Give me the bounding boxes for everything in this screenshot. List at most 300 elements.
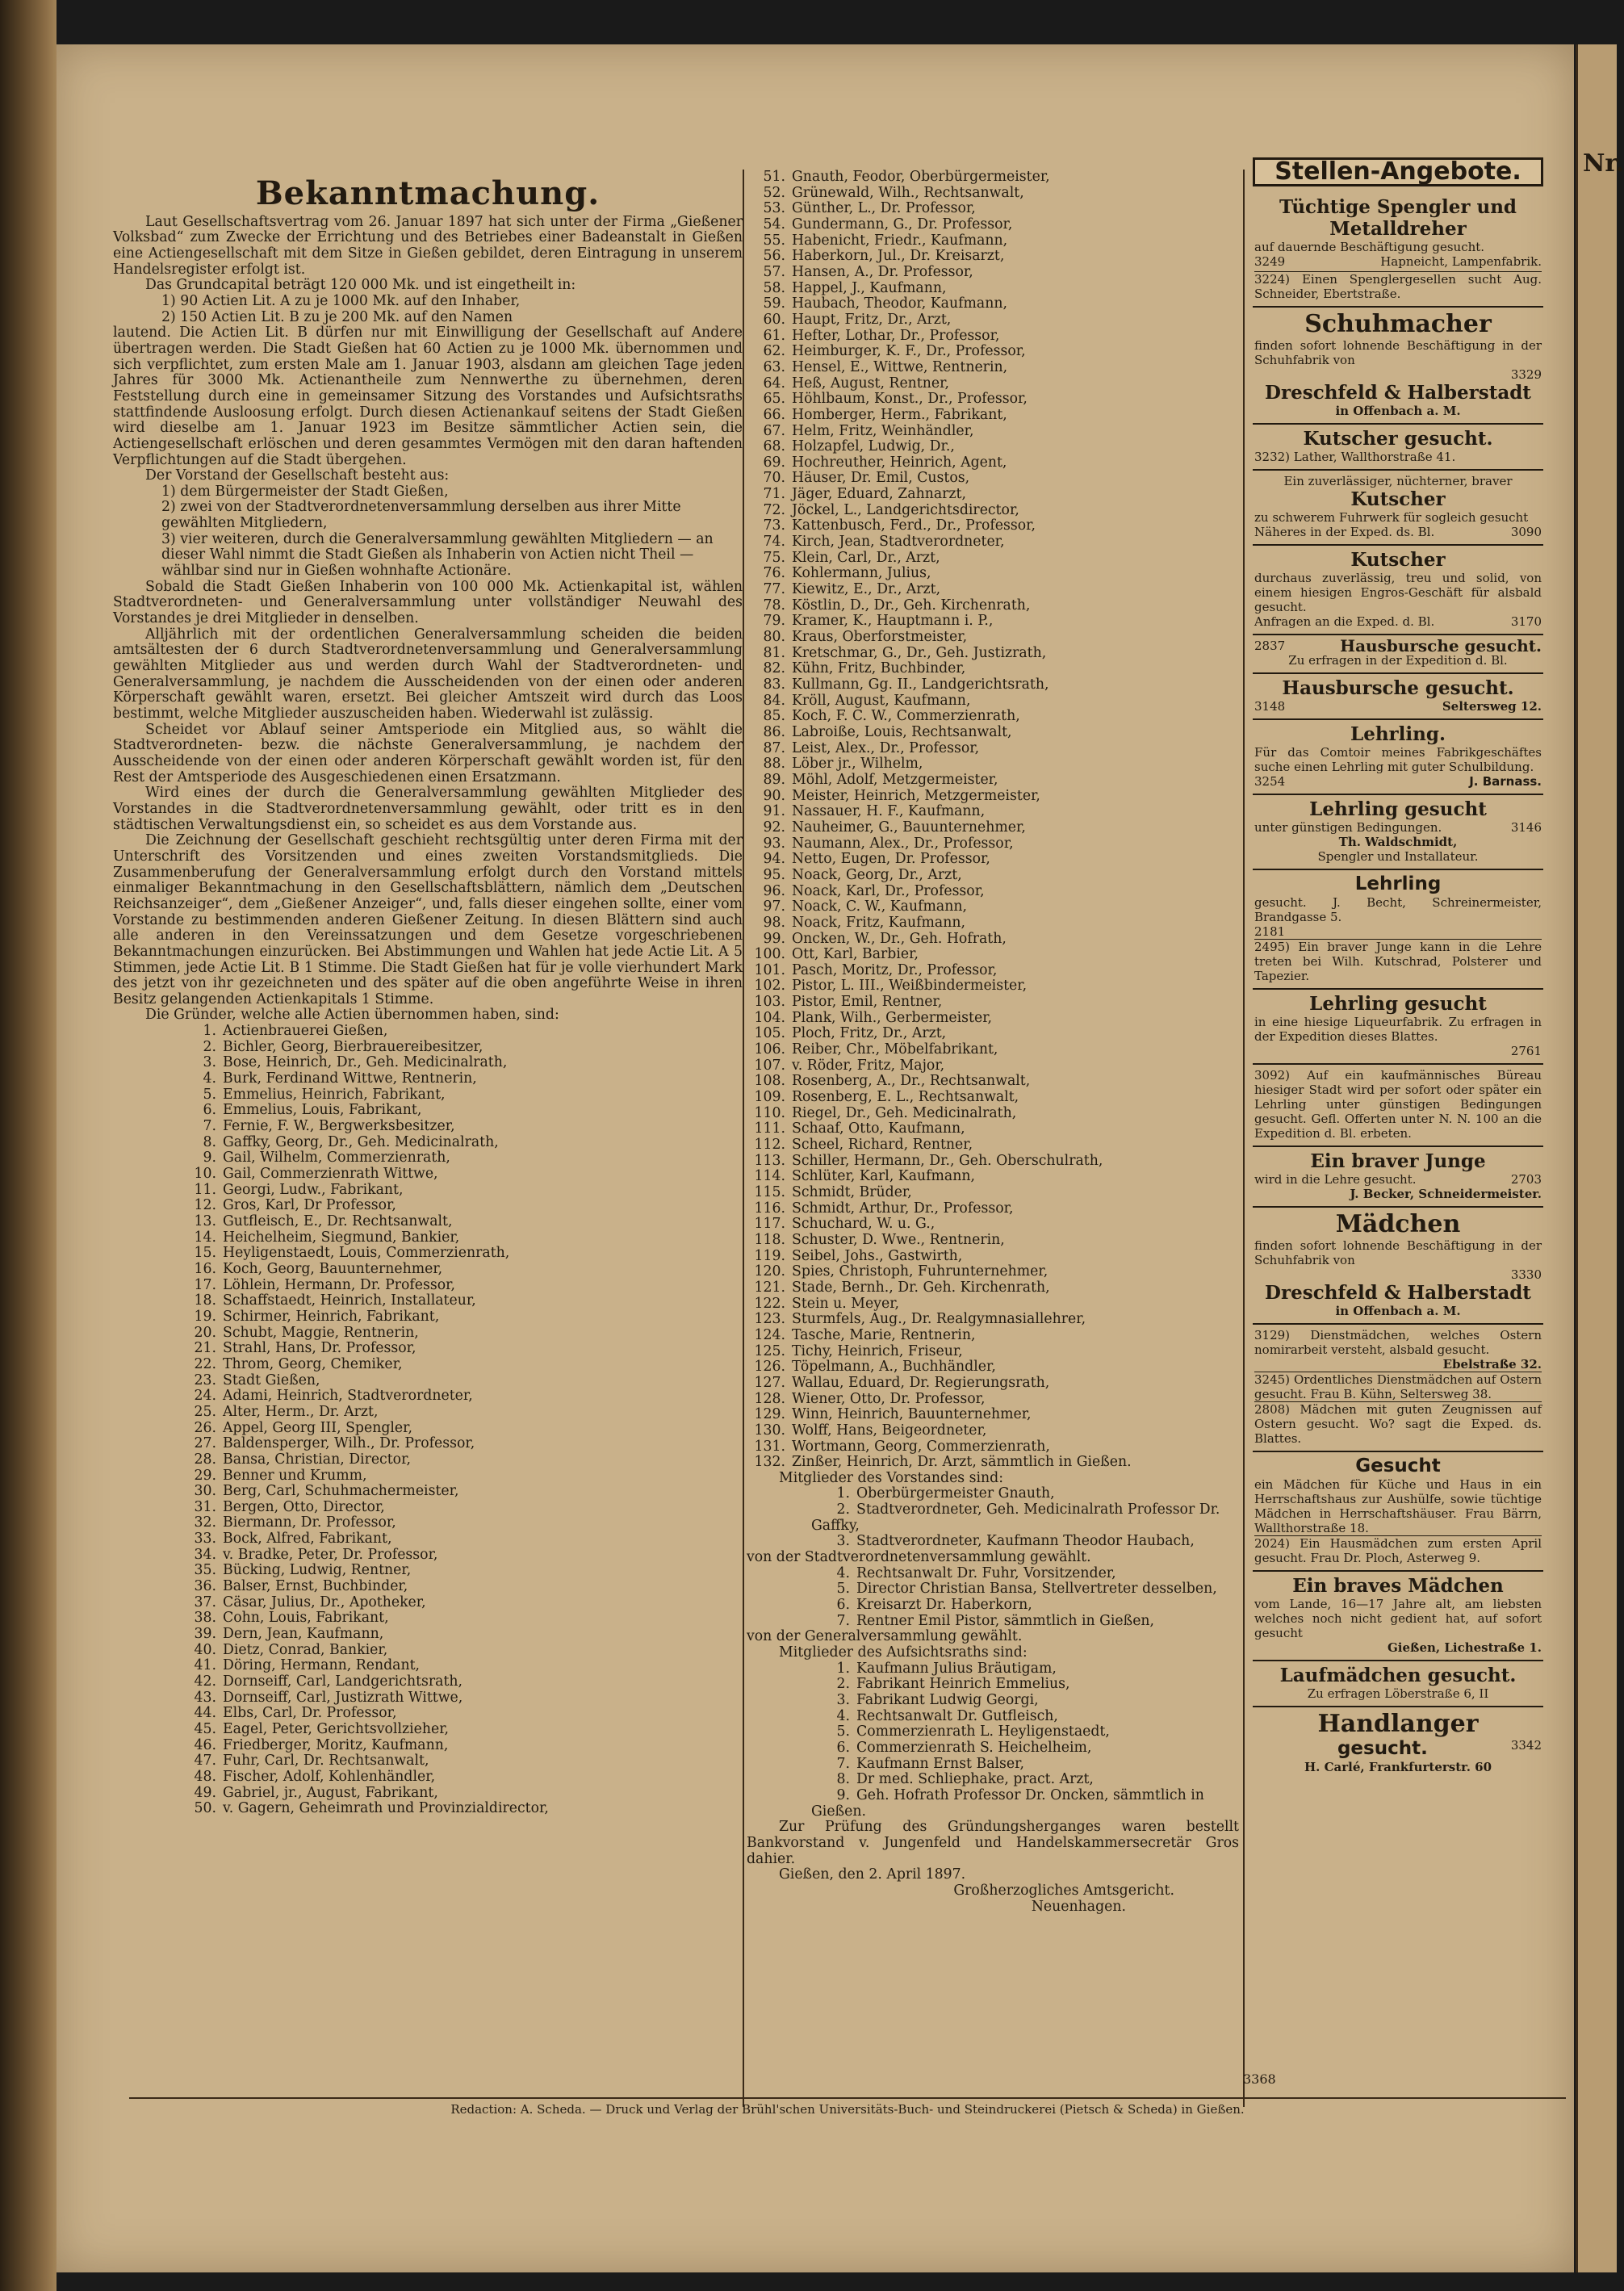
list-item-text: Kaufmann Ernst Balser, <box>856 1755 1024 1772</box>
list-item-number: 64. <box>763 375 785 392</box>
list-item-number: 93. <box>763 835 785 852</box>
list-item-number: 57. <box>763 263 785 280</box>
list-item <box>747 296 1239 312</box>
list-item-number: 9. <box>203 1150 216 1166</box>
list-item <box>113 1595 743 1611</box>
list-item-text: Noack, Fritz, Kaufmann, <box>792 914 965 931</box>
list-item-text: Benner und Krumm, <box>223 1467 367 1484</box>
ad-code: 3146 <box>1510 820 1542 835</box>
ad-code: 3254 <box>1254 774 1286 789</box>
list-item <box>747 408 1239 424</box>
list-item-text: Stadtverordneter, Geh. Medicinalrath Professor Dr. Gaffky, <box>811 1502 1220 1534</box>
list-item-text: Höhlbaum, Konst., Dr., Professor, <box>792 391 1028 408</box>
list-item-text: Koch, Georg, Bauunternehmer, <box>223 1260 443 1277</box>
announcement-code: 3368 <box>1243 2071 1276 2087</box>
list-item-text: Bücking, Ludwig, Rentner, <box>223 1562 412 1579</box>
list-item-text: Kühn, Fritz, Buchbinder, <box>792 660 966 677</box>
list-item <box>113 1770 743 1786</box>
list-item-number: 10. <box>194 1166 216 1183</box>
ad-title: Kutscher <box>1350 488 1446 510</box>
list-item-text: Kattenbusch, Ferd., Dr., Professor, <box>792 517 1036 534</box>
list-item-text: Biermann, Dr. Professor, <box>223 1514 396 1531</box>
list-item <box>747 915 1239 932</box>
list-item-number: 9. <box>836 1786 850 1803</box>
ad-text: 2495) Ein braver Junge kann in die Lehre treten bei Wilh. Kutschrad, Polsterer und Tapezier. <box>1254 940 1542 983</box>
list-item <box>747 360 1239 376</box>
list-item-number: 4. <box>836 1707 850 1724</box>
list-item-text: Schiller, Hermann, Dr., Geh. Oberschulrath, <box>792 1152 1103 1169</box>
list-item-number: 44. <box>194 1705 216 1722</box>
announcement-column-2 <box>747 170 1239 1915</box>
list-item-number: 4. <box>203 1070 216 1087</box>
list-item-text: Friedberger, Moritz, Kaufmann, <box>223 1736 449 1753</box>
list-item <box>113 1738 743 1754</box>
list-item <box>113 1643 743 1659</box>
ad-place: in Offenbach a. M. <box>1335 1304 1461 1318</box>
list-item-text: Fernie, F. W., Bergwerksbesitzer, <box>223 1118 455 1135</box>
ad-place: in Offenbach a. M. <box>1335 404 1461 418</box>
list-item-text: Zinßer, Heinrich, Dr. Arzt, sämmtlich in Gießen. <box>792 1454 1132 1471</box>
list-item <box>747 471 1239 487</box>
list-item <box>113 1531 743 1548</box>
list-item <box>747 233 1239 249</box>
list-item <box>747 1296 1239 1313</box>
list-item-number: 65. <box>763 391 785 408</box>
list-item-number: 91. <box>763 803 785 820</box>
list-item-text: Hensel, E., Wittwe, Rentnerin, <box>792 358 1008 375</box>
list-item-text: Oberbürgermeister Gnauth, <box>856 1485 1055 1502</box>
list-item-number: 72. <box>763 501 785 518</box>
list-item-text: Emmelius, Louis, Fabrikant, <box>223 1102 422 1119</box>
announcement-title: Bekanntmachung. <box>255 174 601 212</box>
list-item-text: Leist, Alex., Dr., Professor, <box>792 739 980 756</box>
list-item-text: Pasch, Moritz, Dr., Professor, <box>792 961 998 978</box>
list-item-text: Schaaf, Otto, Kaufmann, <box>792 1120 965 1137</box>
ad-text: unter günstigen Bedingungen. <box>1254 820 1442 835</box>
list-item-number: 15. <box>194 1245 216 1262</box>
ad-lehrling-2 <box>1253 795 1543 870</box>
list-item-text: Schaffstaedt, Heinrich, Installateur, <box>223 1292 476 1309</box>
list-item <box>113 1674 743 1690</box>
list-item-number: 19. <box>194 1308 216 1325</box>
ad-title: Ein braves Mädchen <box>1292 1575 1504 1597</box>
list-item <box>113 1183 743 1199</box>
list-item <box>113 1388 743 1405</box>
list-item-number: 116. <box>754 1200 785 1217</box>
list-item <box>113 1690 743 1707</box>
ad-firm: Th. Waldschmidt, <box>1338 835 1458 849</box>
list-item <box>113 1230 743 1246</box>
list-item <box>747 836 1239 852</box>
list-item <box>747 1376 1239 1392</box>
ad-title: Hausbursche gesucht. <box>1340 636 1542 655</box>
ad-kutscher-2 <box>1253 471 1543 546</box>
list-item-text: Dr med. Schliephake, pract. Arzt, <box>856 1771 1094 1788</box>
list-item-number: 109. <box>754 1089 785 1106</box>
list-item-number: 7. <box>836 1755 850 1772</box>
list-item <box>747 1042 1239 1058</box>
list-item-number: 11. <box>194 1181 216 1198</box>
list-item-text: Georgi, Ludw., Fabrikant, <box>223 1181 404 1198</box>
list-item <box>113 1436 743 1452</box>
list-item-text: Gabriel, jr., August, Fabrikant, <box>223 1784 438 1801</box>
list-item-text: Rosenberg, E. L., Rechtsanwalt, <box>792 1089 1019 1106</box>
list-item-number: 96. <box>763 882 785 899</box>
ad-code: 2181 <box>1254 924 1286 939</box>
ad-handlanger <box>1253 1707 1543 1779</box>
paragraph: 1) 90 Actien Lit. A zu je 1000 Mk. auf den Inhaber, <box>161 292 521 309</box>
list-item <box>747 265 1239 281</box>
board-note: von der Stadtverordnetenversammlung gewählt. <box>747 1549 1091 1566</box>
board-list <box>747 1566 1239 1630</box>
list-item-text: Habenicht, Friedr., Kaufmann, <box>792 232 1008 249</box>
ad-maedchen-schuhfabrik <box>1253 1208 1543 1325</box>
list-item <box>113 1040 743 1056</box>
paragraph: 2) zwei von der Stadtverordnetenversammlung derselben aus ihrer Mitte gewählten Mitgliedern, <box>161 499 681 532</box>
list-item <box>113 1421 743 1437</box>
list-item <box>747 852 1239 868</box>
list-item-number: 95. <box>763 866 785 883</box>
list-item-number: 74. <box>763 534 785 551</box>
list-item-number: 81. <box>763 644 785 661</box>
list-item-text: Director Christian Bansa, Stellvertreter desselben, <box>856 1581 1217 1598</box>
list-item-text: Stade, Bernh., Dr. Geh. Kirchenrath, <box>792 1279 1050 1296</box>
ad-lehrling-4 <box>1253 990 1543 1065</box>
list-item-number: 102. <box>754 978 785 995</box>
list-item-number: 1. <box>836 1485 850 1502</box>
list-item <box>747 868 1239 884</box>
list-item <box>747 709 1239 725</box>
list-item <box>113 1166 743 1183</box>
ad-code: 3342 <box>1510 1738 1542 1753</box>
list-item <box>747 201 1239 217</box>
list-item <box>747 661 1239 677</box>
ad-firm: H. Carlé, Frankfurterstr. 60 <box>1304 1760 1492 1774</box>
list-item-text: Bose, Heinrich, Dr., Geh. Medicinalrath, <box>223 1054 508 1071</box>
list-item <box>747 1137 1239 1154</box>
list-item-text: Cohn, Louis, Fabrikant, <box>223 1610 389 1627</box>
list-item-text: Pistor, L. III., Weißbindermeister, <box>792 978 1028 995</box>
paragraph: Das Grundcapital beträgt 120 000 Mk. und ist eingetheilt in: <box>145 277 576 294</box>
list-item-text: Meister, Heinrich, Metzgermeister, <box>792 787 1040 804</box>
list-item-number: 37. <box>194 1594 216 1610</box>
list-item <box>747 1169 1239 1185</box>
list-item <box>747 1534 1239 1550</box>
list-item <box>747 249 1239 265</box>
paragraph: Die Gründer, welche alle Actien übernommen haben, sind: <box>145 1007 559 1024</box>
ad-text: in eine hiesige Liqueurfabrik. Zu erfragen in der Expedition dieses Blattes. <box>1254 1015 1542 1044</box>
list-item-number: 59. <box>763 295 785 312</box>
paragraph: Sobald die Stadt Gießen Inhaberin von 100 000 Mk. Actienkapital ist, wählen Stadtverordneten- und Generalversammlung unter vollständiger Neuwahl des Vorstandes je drei Mitglieder in denselben. <box>113 578 743 627</box>
job-ads-column <box>1253 157 1543 1779</box>
list-item <box>747 1280 1239 1296</box>
list-item-number: 118. <box>754 1231 785 1248</box>
list-item <box>113 1293 743 1309</box>
paragraph: Die Zeichnung der Gesellschaft geschieht rechtsgültig unter deren Firma mit der Unterschrift des Vorsitzenden und eines zweiten Vorstandsmitglieds. Die Zusammenberufung der Generalversammlung erfolgt durch den Vorstand mittels einmaliger Bekanntmachung in den Gesellschaftsblättern, nämlich dem „Deutschen Reichsanzeiger“, dem „Gießener Anzeiger“, und, falls dieser eingehen sollte, einer vom Vorstande zu bestimmenden anderen Gießener Zeitung. In diesen Blättern sind auch alle anderen in den Vereinssatzungen und dem Gesetze vorgeschriebenen Bekanntmachungen einzurücken. Bei Abstimmungen und Wahlen hat jede Actie Lit. A 5 Stimmen, jede Actie Lit. B 1 Stimme. Die Stadt Gießen hat für je volle vierhundert Mark des jetzt von ihr gezeichneten und des später auf die oben angeführte Weise in ihren Besitz gelangenden Actienkapitals 1 Stimme. <box>113 832 743 1007</box>
signature: Neuenhagen. <box>1031 1898 1126 1915</box>
list-item-number: 107. <box>754 1057 785 1074</box>
list-item-number: 55. <box>763 232 785 249</box>
list-item <box>747 963 1239 979</box>
list-item-number: 124. <box>754 1326 785 1343</box>
list-item <box>747 899 1239 915</box>
list-item-text: Rechtsanwalt Dr. Gutfleisch, <box>856 1707 1058 1724</box>
list-item-text: Haberkorn, Jul., Dr. Kreisarzt, <box>792 248 1005 265</box>
list-item-number: 78. <box>763 597 785 614</box>
list-item <box>747 995 1239 1011</box>
list-item-text: Noack, Karl, Dr., Professor, <box>792 882 985 899</box>
list-item-text: Gail, Commerzienrath Wittwe, <box>223 1166 438 1183</box>
list-item-text: Fischer, Adolf, Kohlenhändler, <box>223 1768 436 1785</box>
list-item <box>747 566 1239 582</box>
list-item <box>113 1484 743 1500</box>
ad-hausbursche-2 <box>1253 674 1543 720</box>
list-item <box>747 756 1239 773</box>
list-item-number: 48. <box>194 1768 216 1785</box>
list-item-text: Plank, Wilh., Gerbermeister, <box>792 1009 993 1026</box>
list-item-text: Commerzienrath S. Heichelheim, <box>856 1739 1092 1756</box>
list-item-number: 85. <box>763 708 785 725</box>
list-item-number: 2. <box>836 1676 850 1693</box>
list-item <box>113 1246 743 1262</box>
list-item-text: Hochreuther, Heinrich, Agent, <box>792 454 1007 471</box>
list-item-number: 131. <box>754 1438 785 1455</box>
list-item <box>747 1026 1239 1042</box>
ad-lehrling-1 <box>1253 720 1543 795</box>
ad-address: Seltersweg 12. <box>1442 699 1542 714</box>
list-item-number: 88. <box>763 756 785 773</box>
list-item-number: 18. <box>194 1292 216 1309</box>
authority: Großherzogliches Amtsgericht. <box>953 1882 1174 1899</box>
list-item-number: 49. <box>194 1784 216 1801</box>
list-item-number: 30. <box>194 1483 216 1500</box>
list-item-number: 46. <box>194 1736 216 1753</box>
list-item-number: 121. <box>754 1279 785 1296</box>
list-item-text: Stadtverordneter, Kaufmann Theodor Haubach, <box>856 1533 1195 1550</box>
list-item-text: Kreisarzt Dr. Haberkorn, <box>856 1597 1032 1614</box>
ad-title: Kutscher <box>1350 549 1446 571</box>
list-item <box>747 1328 1239 1344</box>
list-item-number: 113. <box>754 1152 785 1169</box>
list-item-text: v. Bradke, Peter, Dr. Professor, <box>223 1546 438 1563</box>
ad-code: 3329 <box>1510 367 1542 382</box>
list-item-number: 127. <box>754 1374 785 1391</box>
list-item-number: 28. <box>194 1451 216 1468</box>
list-item-number: 120. <box>754 1263 785 1280</box>
list-item-text: Bichler, Georg, Bierbrauereibesitzer, <box>223 1038 483 1055</box>
list-item <box>747 789 1239 805</box>
list-item-text: Fabrikant Ludwig Georgi, <box>856 1692 1039 1708</box>
list-item-text: Möhl, Adolf, Metzgermeister, <box>792 771 998 788</box>
list-item-text: Stadt Gießen, <box>223 1372 320 1388</box>
list-item-number: 50. <box>194 1800 216 1817</box>
list-item-number: 112. <box>754 1137 785 1154</box>
ad-text: auf dauernde Beschäftigung gesucht. <box>1254 240 1485 254</box>
list-item-text: Bock, Alfred, Fabrikant, <box>223 1531 392 1548</box>
list-item-text: Eagel, Peter, Gerichtsvollzieher, <box>223 1721 450 1737</box>
list-item-number: 5. <box>836 1723 850 1740</box>
list-item <box>747 455 1239 471</box>
paragraph: Scheidet vor Ablauf seiner Amtsperiode ein Mitglied aus, so wählt die Stadtverordneten- bezw. die nächste Generalversammlung, je nachdem der Ausscheidende von der einen oder anderen Körperschaft gewählt worden ist, für den Rest der Amtsperiode des Ausgeschiedenen einen Ersatzmann. <box>113 721 743 785</box>
list-item-number: 61. <box>763 327 785 344</box>
board-list <box>747 1486 1239 1550</box>
list-item-text: Wortmann, Georg, Commerzienrath, <box>792 1438 1050 1455</box>
list-item <box>747 329 1239 345</box>
ad-text: zu schwerem Fuhrwerk für sogleich gesucht <box>1254 510 1529 525</box>
list-item-text: Töpelmann, A., Buchhändler, <box>792 1359 996 1376</box>
board-note: von der Generalversammlung gewählt. <box>747 1628 1023 1645</box>
list-item-text: Hefter, Lothar, Dr., Professor, <box>792 327 1000 344</box>
list-item <box>747 1154 1239 1170</box>
list-item-number: 6. <box>836 1597 850 1614</box>
list-item-text: Heyligenstaedt, Louis, Commerzienrath, <box>223 1245 510 1262</box>
list-item-text: Stein u. Meyer, <box>792 1295 900 1312</box>
list-item <box>747 312 1239 329</box>
list-item <box>747 1772 1239 1788</box>
list-item-number: 8. <box>836 1771 850 1788</box>
ad-laufmaedchen <box>1253 1661 1543 1707</box>
ad-braves-maedchen <box>1253 1572 1543 1661</box>
list-item <box>113 1579 743 1595</box>
list-item <box>113 1262 743 1278</box>
list-item-number: 6. <box>203 1102 216 1119</box>
list-item <box>747 820 1239 836</box>
paragraph: lautend. Die Actien Lit. B dürfen nur mit Einwilligung der Gesellschaft auf Andere übertragen werden. Die Stadt Gießen hat 60 Actien zu je 1000 Mk. übernommen und sich verpflichtet, zum ersten Male am 1. Januar 1903, alsdann am gleichen Tage jeden Jahres für 3000 Mk. Actienantheile zum Nennwerthe zu übernehmen, deren Feststellung durch eine in gemeinsamer Sitzung des Vorstandes und Aufsichtsraths stattfindende Ausloosung erfolgt. Durch diesen Actienankauf seitens der Stadt Gießen wird dieselbe am 1. Januar 1923 im Besitze sämmtlicher Actien sein, die Actiengesellschaft erlöschen und deren gesammtes Vermögen mit den daran haftenden Verpflichtungen auf die Stadt übergehen. <box>113 325 743 468</box>
list-item-number: 114. <box>754 1168 785 1185</box>
ad-junge <box>1253 1147 1543 1208</box>
ad-code: 3090 <box>1510 525 1542 539</box>
list-item-text: Schirmer, Heinrich, Fabrikant, <box>223 1308 440 1325</box>
list-item-text: Kullmann, Gg. II., Landgerichtsrath, <box>792 676 1049 693</box>
list-item-text: Kramer, K., Hauptmann i. P., <box>792 613 994 630</box>
list-item <box>113 1563 743 1579</box>
list-item-text: Köstlin, D., Dr., Geh. Kirchenrath, <box>792 597 1031 614</box>
list-item <box>747 646 1239 662</box>
list-item <box>747 677 1239 693</box>
list-item-number: 80. <box>763 629 785 646</box>
list-item <box>747 1455 1239 1471</box>
list-item-number: 2. <box>203 1038 216 1055</box>
ad-code: 3170 <box>1510 614 1542 629</box>
list-item-number: 58. <box>763 279 785 296</box>
paragraph: Laut Gesellschaftsvertrag vom 26. Januar 1897 hat sich unter der Firma „Gießener Volksbad“ zum Zwecke der Errichtung und des Betriebes einer Badeanstalt in Gießen eine Actiengesellschaft mit dem Sitze in Gießen gebildet, deren Eintragung in unserem Handelsregister erfolgt ist. <box>113 213 743 278</box>
list-item-number: 41. <box>194 1657 216 1674</box>
list-item <box>747 392 1239 408</box>
list-item-number: 87. <box>763 739 785 756</box>
list-item-text: Fabrikant Heinrich Emmelius, <box>856 1676 1070 1693</box>
list-item-text: Klein, Carl, Dr., Arzt, <box>792 549 940 566</box>
list-item-number: 98. <box>763 914 785 931</box>
ad-info: Anfragen an die Exped. d. Bl. <box>1254 614 1435 629</box>
ad-title: Lehrling gesucht <box>1309 798 1487 820</box>
list-item-text: Dornseiff, Carl, Justizrath Wittwe, <box>223 1689 463 1706</box>
ad-code: 2837 <box>1254 639 1286 653</box>
list-item-text: Sturmfels, Aug., Dr. Realgymnasiallehrer, <box>792 1311 1086 1328</box>
imprint-footer: Redaction: A. Scheda. — Druck und Verlag der Brühl'schen Universitäts-Buch- und Steindruckerei (Pietsch & Scheda) in Gießen. <box>129 2097 1566 2117</box>
paragraph: Wird eines der durch die Generalversammlung gewählten Mitglieder des Vorstandes in die Stadtverordnetenversammlung gewählt, oder tritt es in den städtischen Verwaltungsdienst ein, so scheidet es aus dem Vorstande aus. <box>113 785 743 833</box>
list-item-number: 62. <box>763 343 785 360</box>
ad-title: Handlanger <box>1317 1710 1479 1738</box>
ad-title: Schuhmacher <box>1304 310 1492 338</box>
ad-firm: Hapneicht, Lampenfabrik. <box>1380 254 1542 269</box>
list-item-number: 40. <box>194 1641 216 1658</box>
list-item-number: 26. <box>194 1419 216 1436</box>
list-item <box>747 1598 1239 1614</box>
list-item-text: Cäsar, Julius, Dr., Apotheker, <box>223 1594 426 1610</box>
list-item-number: 75. <box>763 549 785 566</box>
founders-list <box>747 170 1239 1471</box>
list-item-number: 7. <box>836 1612 850 1629</box>
list-item-text: Netto, Eugen, Dr. Professor, <box>792 851 990 868</box>
list-item-number: 129. <box>754 1406 785 1423</box>
list-item-text: Kretschmar, G., Dr., Geh. Justizrath, <box>792 644 1047 661</box>
list-item <box>113 1309 743 1326</box>
ad-firm: Dreschfeld & Halberstadt <box>1265 1282 1531 1304</box>
list-item <box>747 1724 1239 1740</box>
list-item-number: 67. <box>763 422 785 439</box>
list-item-text: Holzapfel, Ludwig, Dr., <box>792 438 955 455</box>
list-item <box>747 1566 1239 1582</box>
list-item-number: 38. <box>194 1610 216 1627</box>
list-item-text: Noack, C. W., Kaufmann, <box>792 898 967 915</box>
list-item-text: Schuster, D. Wwe., Rentnerin, <box>792 1231 1005 1248</box>
list-item-text: Gnauth, Feodor, Oberbürgermeister, <box>792 169 1050 185</box>
ad-info: Zu erfragen in der Expedition d. Bl. <box>1288 653 1508 668</box>
ad-title: gesucht. <box>1337 1738 1428 1759</box>
paragraph: Zur Prüfung des Gründungsherganges waren bestellt Bankvorstand v. Jungenfeld und Handelskammersecretär Gros dahier. <box>747 1819 1239 1867</box>
list-item <box>747 1121 1239 1137</box>
council-heading: Mitglieder des Aufsichtsraths sind: <box>779 1644 1028 1661</box>
list-item <box>747 1074 1239 1090</box>
list-item <box>747 281 1239 297</box>
list-item-number: 84. <box>763 692 785 709</box>
list-item-number: 76. <box>763 565 785 582</box>
list-item-number: 122. <box>754 1295 785 1312</box>
list-item-text: Kiewitz, E., Dr., Arzt, <box>792 581 941 598</box>
list-item <box>747 1581 1239 1598</box>
list-item <box>747 1312 1239 1328</box>
list-item-text: Schubt, Maggie, Rentnerin, <box>223 1324 419 1341</box>
list-item-number: 70. <box>763 470 785 487</box>
list-item-number: 77. <box>763 581 785 598</box>
list-item-number: 123. <box>754 1311 785 1328</box>
list-item-number: 22. <box>194 1355 216 1372</box>
ad-kutscher-3 <box>1253 546 1543 635</box>
list-item-text: Löber jr., Wilhelm, <box>792 756 923 773</box>
list-item-number: 111. <box>754 1120 785 1137</box>
list-item <box>113 1214 743 1230</box>
list-item-text: Gaffky, Georg, Dr., Geh. Medicinalrath, <box>223 1133 499 1150</box>
list-item-text: Löhlein, Hermann, Dr. Professor, <box>223 1276 456 1293</box>
ad-text: 2024) Ein Hausmädchen zum ersten April gesucht. Frau Dr. Ploch, Asterweg 9. <box>1254 1536 1542 1565</box>
list-item <box>747 693 1239 710</box>
list-item-text: Commerzienrath L. Heyligenstaedt, <box>856 1723 1110 1740</box>
list-item <box>113 1548 743 1564</box>
list-item-text: Schmidt, Arthur, Dr., Professor, <box>792 1200 1014 1217</box>
list-item <box>113 1278 743 1294</box>
list-item-text: Noack, Georg, Dr., Arzt, <box>792 866 962 883</box>
list-item <box>113 1198 743 1214</box>
book-spine <box>0 0 57 2291</box>
list-item <box>113 1452 743 1468</box>
list-item-text: Schuchard, W. u. G., <box>792 1216 935 1233</box>
ad-text: 3224) Einen Spenglergesellen sucht Aug. Schneider, Ebertstraße. <box>1254 272 1542 301</box>
ad-firm: Dreschfeld & Halberstadt <box>1265 382 1531 404</box>
list-item-text: Burk, Ferdinand Wittwe, Rentnerin, <box>223 1070 477 1087</box>
list-item-text: Baldensperger, Wilh., Dr. Professor, <box>223 1435 475 1452</box>
list-item <box>113 1706 743 1722</box>
list-item-number: 100. <box>754 946 785 963</box>
